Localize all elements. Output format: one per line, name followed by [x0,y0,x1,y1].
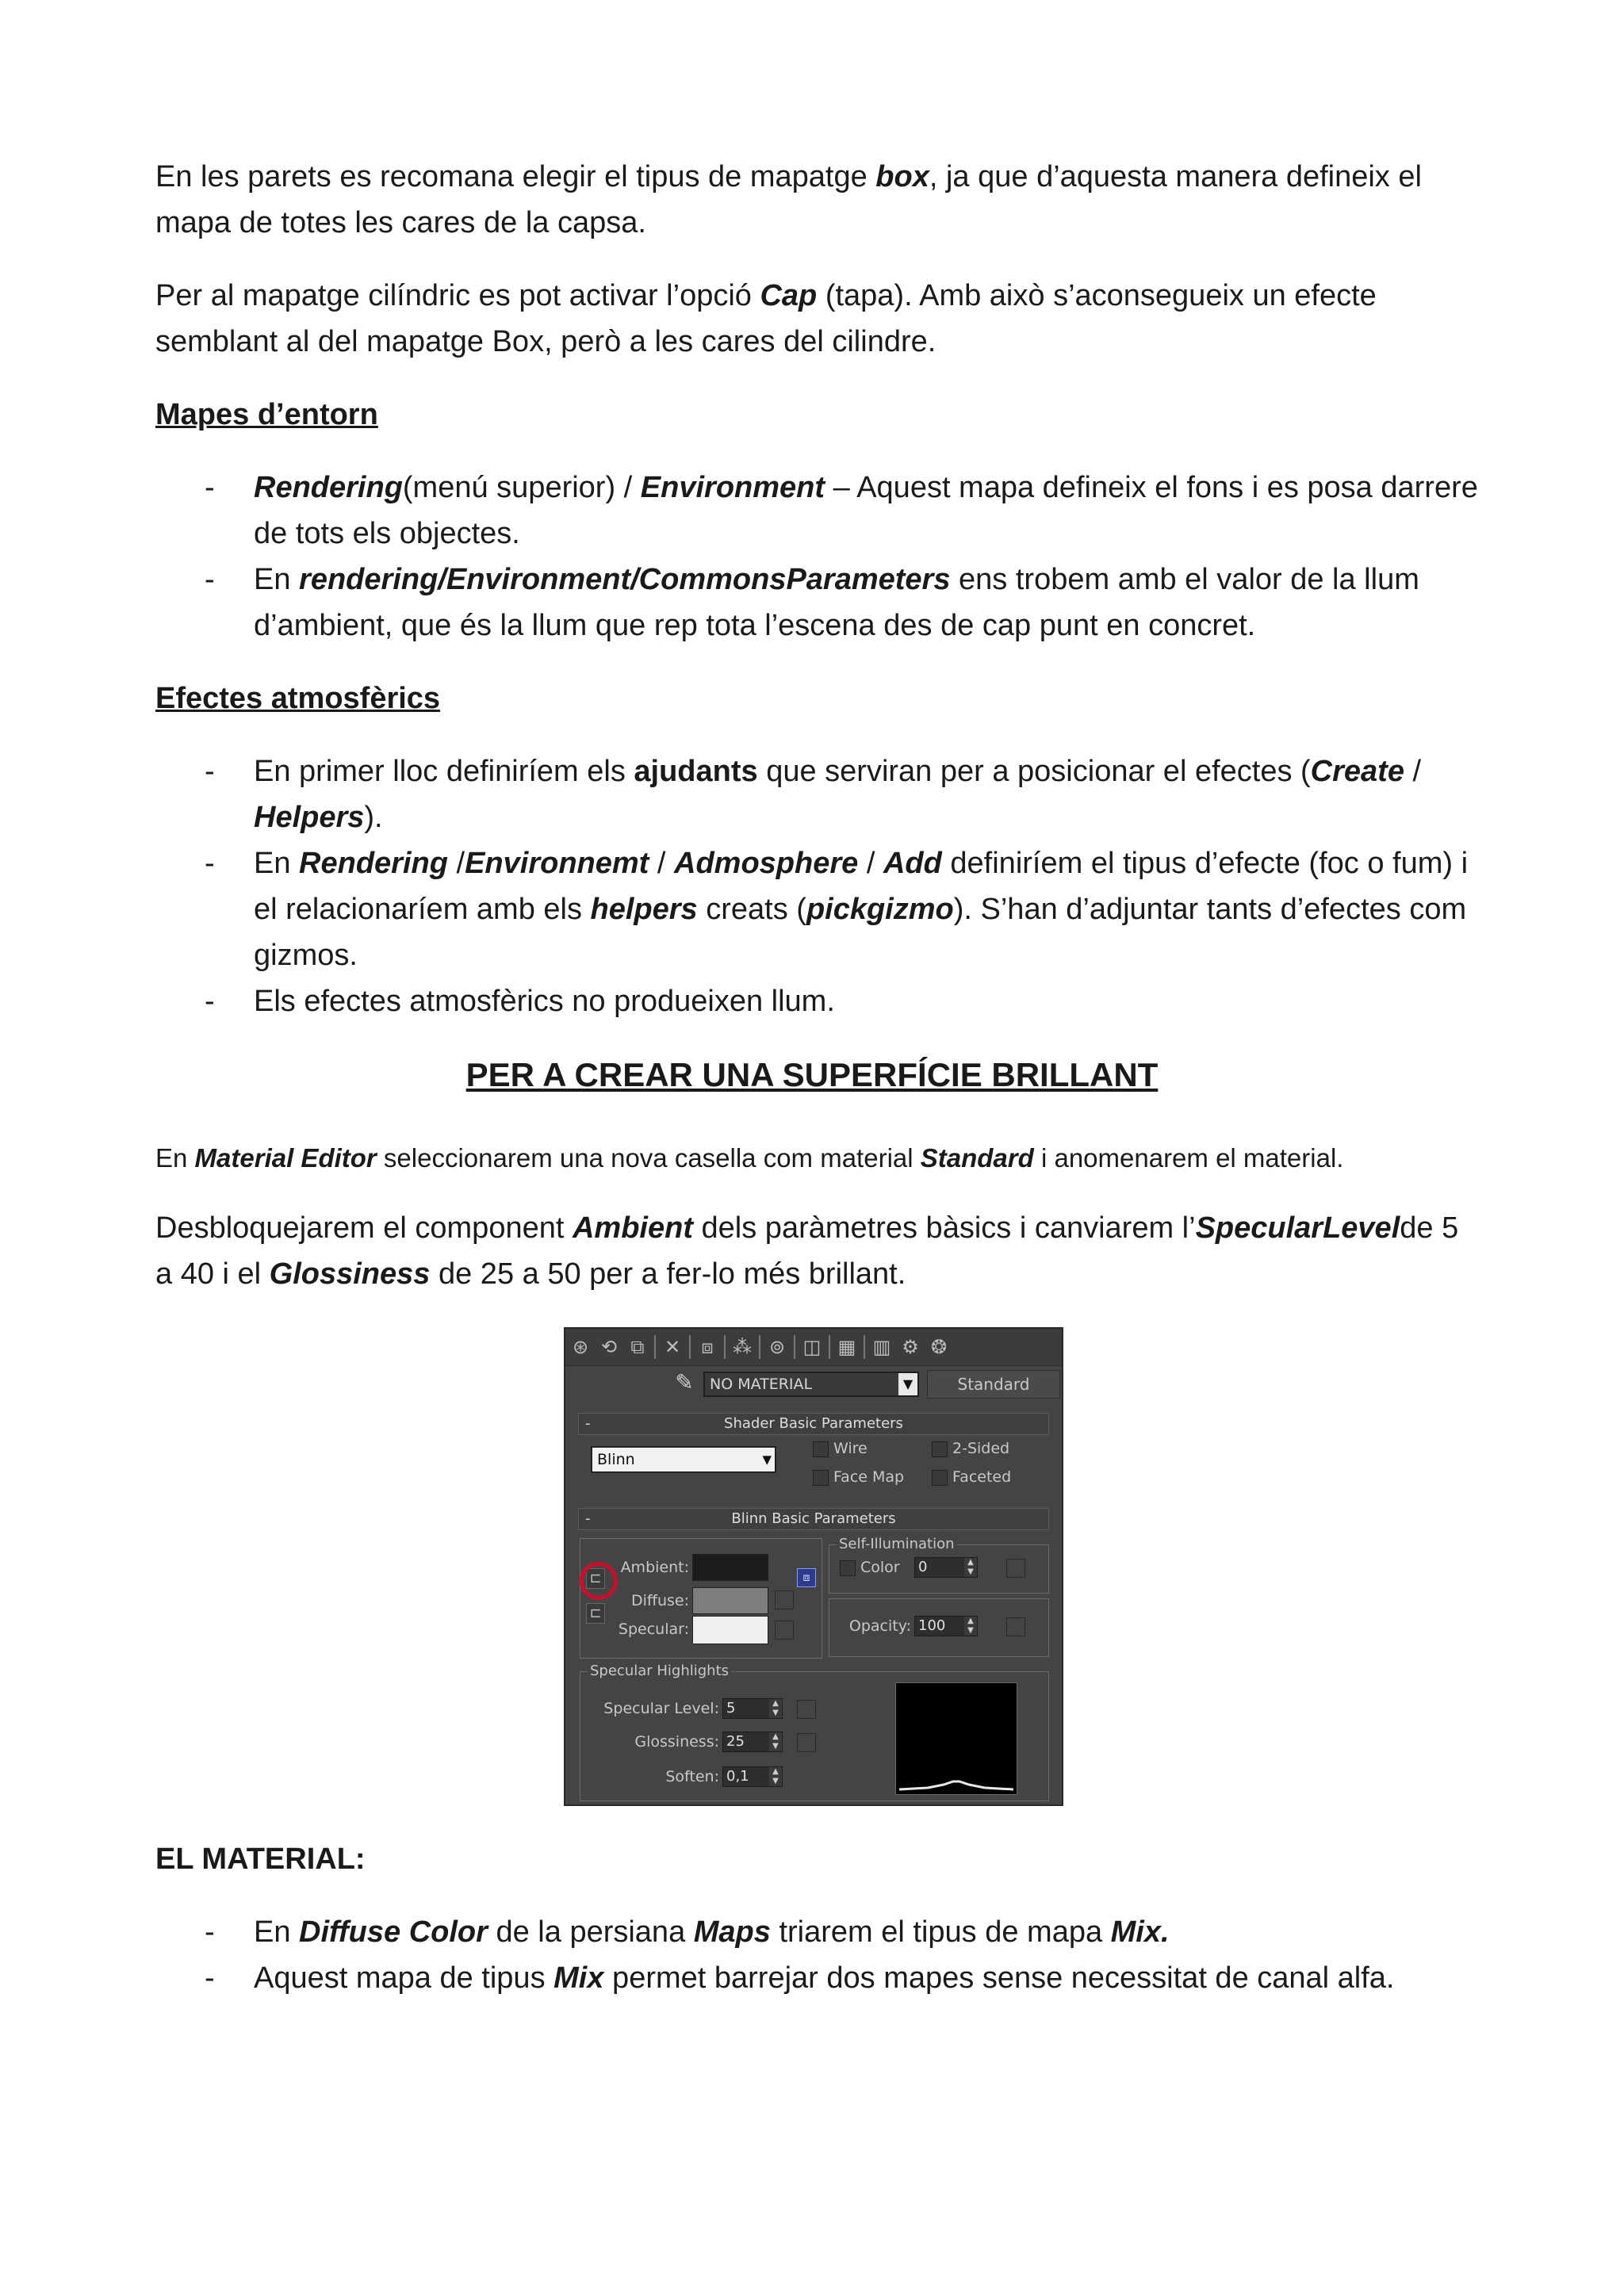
toolbar-separator [759,1335,760,1359]
glossiness-spinner[interactable] [722,1732,783,1752]
toolbar-separator [724,1335,726,1359]
spinner-arrows-icon[interactable]: ▲ ▼ [964,1558,977,1577]
list-efectes-atmosferics [155,748,1488,1024]
text: (menú superior) / [402,471,641,504]
list-dash: - [205,755,215,788]
list-dash: - [205,1961,215,1995]
rollout-shader-basic-parameters[interactable] [578,1413,1049,1435]
text: / [858,847,883,880]
material-name-field[interactable] [703,1372,919,1397]
diffuse-label: Diffuse: [630,1592,689,1609]
text: En [155,1143,195,1173]
emphasis: Environment [640,471,825,504]
list-mapes-entorn [155,465,1488,649]
reset-map-icon[interactable]: ✕ [664,1336,681,1358]
text: / [447,847,465,880]
faceted-checkbox[interactable] [932,1470,948,1486]
lock-diffuse-specular-icon[interactable]: ⊏ [586,1603,605,1624]
emphasis: Create [1310,755,1404,788]
list-item [155,557,1488,649]
rollout-collapse-icon[interactable]: - [585,1415,591,1432]
heading-efectes-atmosferics: Efectes atmosfèrics [155,682,441,715]
list-dash: - [205,1915,215,1949]
text: – Aquest mapa defineix el fons i es posa darrere de tots els objectes. [254,471,1478,550]
text: permet barrejar dos mapes sense necessitat de canal alfa. [603,1961,1395,1995]
list-item [155,1909,1488,1955]
paragraph-box-mapping [155,154,1472,246]
text: (tapa). Amb això s’aconsegueix un efecte semblant al del mapatge Box, però a les cares del cilindre. [155,279,1377,358]
ambient-label: Ambient: [620,1559,689,1576]
specular-highlights-title: Specular Highlights [588,1663,731,1679]
list-dash: - [205,985,215,1018]
emphasis: SpecularLevel [1195,1211,1400,1245]
emphasis: Environnemt [465,847,649,880]
two-sided-label: 2-Sided [952,1440,1010,1457]
text: ). [364,801,383,834]
emphasis: Add [883,847,942,880]
text: de 25 a 50 per a fer-lo més brillant. [430,1257,906,1291]
spinner-arrows-icon[interactable]: ▲ ▼ [769,1699,782,1718]
specular-highlight-curve [895,1682,1017,1795]
wire-label: Wire [833,1440,868,1457]
material-editor-toolbar [565,1329,1062,1366]
text: Desbloquejarem el component [155,1211,573,1245]
title-superficie-brillant: PER A CREAR UNA SUPERFÍCIE BRILLANT [465,1056,1159,1093]
pick-material-eyedropper-icon[interactable]: ✎ [675,1369,694,1395]
put-material-icon[interactable]: ⟲ [600,1336,618,1358]
specular-map-button[interactable] [775,1621,794,1640]
text: ens trobem amb el valor de la llum d’ambient, que és la llum que rep tota l’escena des de cap punt en concret. [254,563,1419,642]
emphasis-cap: Cap [760,279,818,312]
wire-checkbox[interactable] [813,1441,829,1457]
emphasis: Rendering [254,471,403,504]
soften-spinner[interactable] [722,1766,783,1787]
toolbar-separator [689,1335,691,1359]
text: En les parets es recomana elegir el tipus de mapatge [155,160,876,193]
text: i anomenarem el material. [1033,1143,1344,1173]
face-map-label: Face Map [833,1468,905,1486]
specular-level-label: Specular Level: [603,1700,719,1717]
self-illumination-map-button[interactable] [1006,1559,1025,1578]
material-name-text: NO MATERIAL [710,1376,813,1393]
glossiness-map-button[interactable] [797,1733,816,1752]
list-dash: - [205,847,215,880]
assign-material-icon[interactable]: ⧉ [630,1336,645,1358]
self-illumination-title: Self-Illumination [837,1536,957,1552]
spinner-value: 100 [918,1617,946,1634]
self-illumination-spinner[interactable] [914,1557,978,1578]
two-sided-checkbox[interactable] [932,1441,948,1457]
specular-label: Specular: [618,1621,689,1638]
specular-level-spinner[interactable] [722,1698,783,1719]
list-el-material [155,1909,1488,2001]
shader-type-dropdown[interactable] [591,1446,776,1473]
make-unique-icon[interactable]: ⧈ [701,1336,714,1358]
text: / [1404,755,1422,788]
self-illumination-color-checkbox[interactable] [840,1560,856,1576]
soften-label: Soften: [665,1768,719,1785]
specular-color-swatch[interactable] [692,1616,768,1644]
shader-type-value: Blinn [597,1451,635,1468]
material-effects-channel-icon[interactable]: ⊚ [768,1336,786,1358]
text: Per al mapatge cilíndric es pot activar l’opció [155,279,760,312]
emphasis: Helpers [254,801,365,834]
list-item [155,978,1488,1024]
emphasis: pickgizmo [806,893,954,926]
spinner-value: 0,1 [726,1768,749,1785]
face-map-checkbox[interactable] [813,1470,829,1486]
ambient-color-swatch[interactable] [692,1554,768,1581]
text: que serviran per a posicionar el efectes ( [757,755,1311,788]
opacity-map-button[interactable] [1006,1617,1025,1636]
diffuse-map-button[interactable] [775,1590,794,1609]
show-map-in-viewport-icon[interactable]: ◫ [802,1336,822,1358]
text: triarem el tipus de mapa [770,1915,1111,1949]
text: ). S’han d’adjuntar tants d’efectes com gizmos. [254,893,1467,972]
paragraph-specular-level [155,1205,1472,1297]
text: / [649,847,675,880]
lock-map-icon[interactable]: ⧈ [797,1568,816,1587]
emphasis-box: box [875,160,929,193]
specular-level-map-button[interactable] [797,1700,816,1719]
spinner-value: 25 [726,1733,745,1750]
paragraph-cylindrical-mapping [155,273,1472,365]
rollout-title: Blinn Basic Parameters [731,1510,896,1527]
go-to-parent-icon[interactable]: ▥ [872,1336,891,1358]
material-type-button[interactable]: Standard [927,1370,1060,1399]
text: En [254,1915,300,1949]
emphasis: Ambient [572,1211,693,1245]
emphasis: Rendering [299,847,448,880]
text: creats ( [697,893,806,926]
toolbar-separator [829,1335,830,1359]
rollout-blinn-basic-parameters[interactable] [578,1508,1049,1530]
emphasis: Admosphere [674,847,859,880]
emphasis: Maps [693,1915,771,1949]
emphasis: rendering/Environment/CommonsParameters [299,563,951,596]
highlight-ring [580,1562,618,1600]
text: Aquest mapa de tipus [254,1961,554,1995]
list-item [155,840,1488,978]
text: dels paràmetres bàsics i canviarem l’ [692,1211,1196,1245]
chevron-down-icon: ▼ [762,1452,772,1467]
emphasis: Glossiness [269,1257,431,1291]
opacity-spinner[interactable] [914,1616,978,1636]
emphasis: Standard [920,1143,1034,1173]
options-icon[interactable]: ❂ [930,1336,948,1358]
text: seleccionarem una nova casella com material [376,1143,921,1173]
faceted-label: Faceted [952,1468,1012,1486]
emphasis: helpers [590,893,698,926]
highlight-curve-graphic [896,1683,1017,1794]
spinner-value: 0 [918,1559,928,1575]
opacity-label: Opacity: [848,1617,911,1635]
rollout-title: Shader Basic Parameters [724,1415,903,1432]
spinner-arrows-icon[interactable]: ▲ ▼ [964,1617,977,1636]
heading-el-material: EL MATERIAL: [155,1843,366,1876]
toolbar-separator [794,1335,795,1359]
diffuse-color-swatch[interactable] [692,1587,768,1614]
emphasis: Material Editor [194,1143,377,1173]
material-editor-screenshot [564,1327,1063,1806]
toolbar-separator [864,1335,865,1359]
emphasis: Mix. [1110,1915,1170,1949]
chevron-down-icon[interactable]: ▼ [898,1373,917,1395]
show-end-result-icon[interactable]: ▦ [837,1336,856,1358]
put-to-library-icon[interactable]: ⁂ [733,1336,752,1358]
emphasis: ajudants [634,755,758,788]
text: En [254,563,300,596]
get-material-icon[interactable]: ⊛ [572,1336,589,1358]
paragraph-material-editor [155,1138,1472,1178]
spinner-value: 5 [726,1700,736,1716]
highlight-curve-line [899,1781,1013,1789]
text: En [254,847,300,880]
text: definiríem el tipus d’efecte (foc o fum) i el relacionaríem amb els [254,847,1469,926]
text: , ja que d’aquesta manera defineix el mapa de totes les cares de la capsa. [155,160,1422,239]
text: de la persiana [487,1915,694,1949]
glossiness-label: Glossiness: [634,1733,719,1751]
rollout-collapse-icon[interactable]: - [585,1510,591,1527]
spinner-arrows-icon[interactable]: ▲ ▼ [769,1767,782,1786]
list-dash: - [205,471,215,504]
lock-ambient-diffuse-icon[interactable]: ⊏ [586,1568,605,1589]
list-item [155,748,1488,840]
text: Els efectes atmosfèrics no produeixen llum. [254,985,835,1018]
text: En primer lloc definiríem els [254,755,634,788]
emphasis: Diffuse Color [299,1915,488,1949]
list-dash: - [205,563,215,596]
text: de 5 a 40 i el [155,1211,1459,1291]
spinner-arrows-icon[interactable]: ▲ ▼ [769,1732,782,1751]
emphasis: Mix [553,1961,604,1995]
color-label: Color [860,1559,900,1576]
heading-mapes-entorn: Mapes d’entorn [155,398,378,431]
list-item [155,1955,1488,2001]
toolbar-separator [654,1335,656,1359]
list-item [155,465,1488,557]
go-forward-sibling-icon[interactable]: ⚙ [902,1336,919,1358]
